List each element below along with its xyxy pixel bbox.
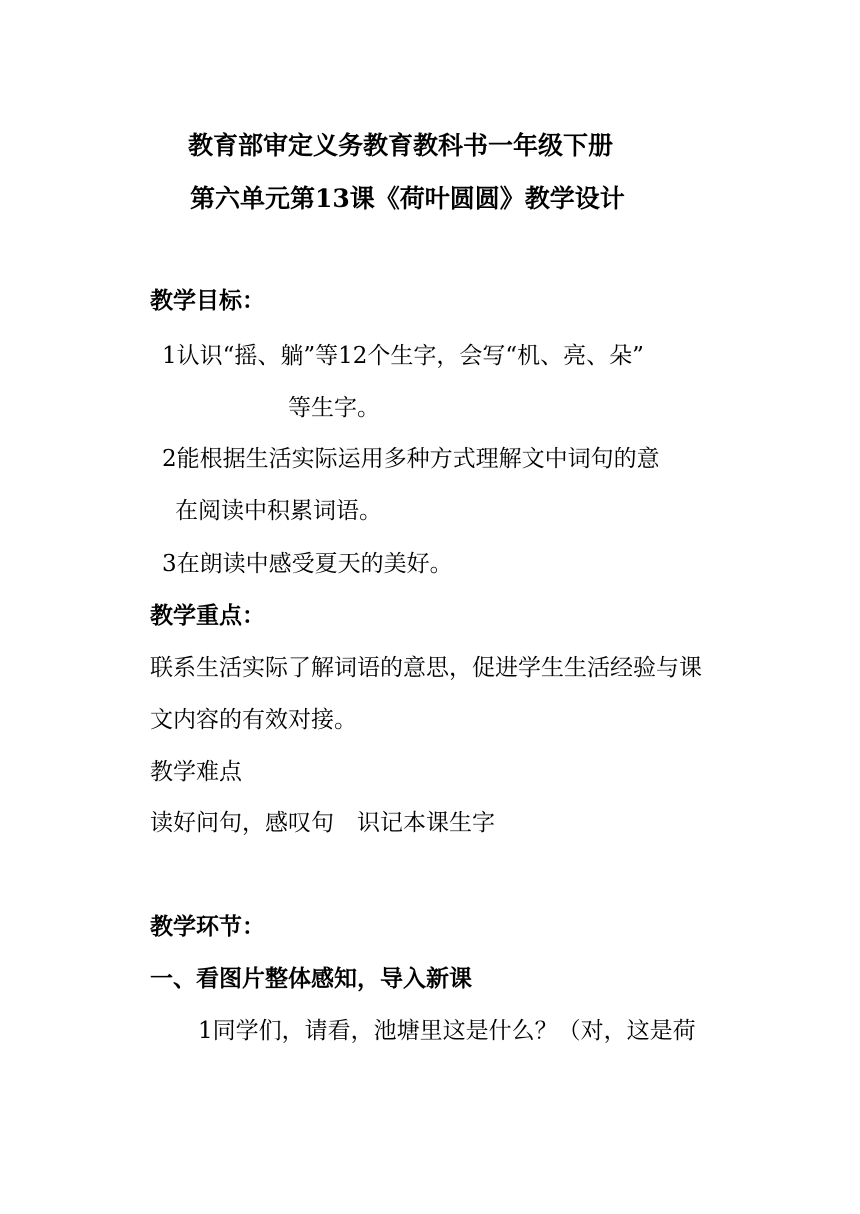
key-points-text-2: 文内容的有效对接。 bbox=[150, 707, 357, 733]
key-points-text-1: 联系生活实际了解词语的意思，促进学生生活经验与课 bbox=[150, 655, 702, 681]
difficulties-heading: 教学难点 bbox=[150, 759, 242, 785]
goal-item-2-continuation: 在阅读中积累词语。 bbox=[175, 498, 382, 524]
goal-item-1-continuation: 等生字。 bbox=[288, 395, 380, 421]
difficulties-text: 读好问句，感叹句 识记本课生字 bbox=[150, 810, 495, 836]
doc-title-line-1: 教育部审定义务教育教科书一年级下册 bbox=[188, 131, 614, 160]
goal-item-3: 3在朗读中感受夏天的美好。 bbox=[162, 551, 453, 577]
doc-title-line-2: 第六单元第13课《荷叶圆圆》教学设计 bbox=[190, 184, 625, 213]
procedure-heading: 教学环节： bbox=[150, 913, 265, 940]
procedure-section-1-text: 1同学们，请看，池塘里这是什么？（对，这是荷 bbox=[198, 1018, 696, 1044]
goal-item-1: 1认识“摇、躺”等12个生字，会写“机、亮、朵” bbox=[162, 343, 644, 369]
goal-item-2: 2能根据生活实际运用多种方式理解文中词句的意 bbox=[162, 446, 660, 472]
key-points-heading: 教学重点： bbox=[150, 602, 265, 629]
goals-heading: 教学目标： bbox=[150, 287, 265, 314]
procedure-section-1-title: 一、看图片整体感知，导入新课 bbox=[150, 965, 472, 992]
